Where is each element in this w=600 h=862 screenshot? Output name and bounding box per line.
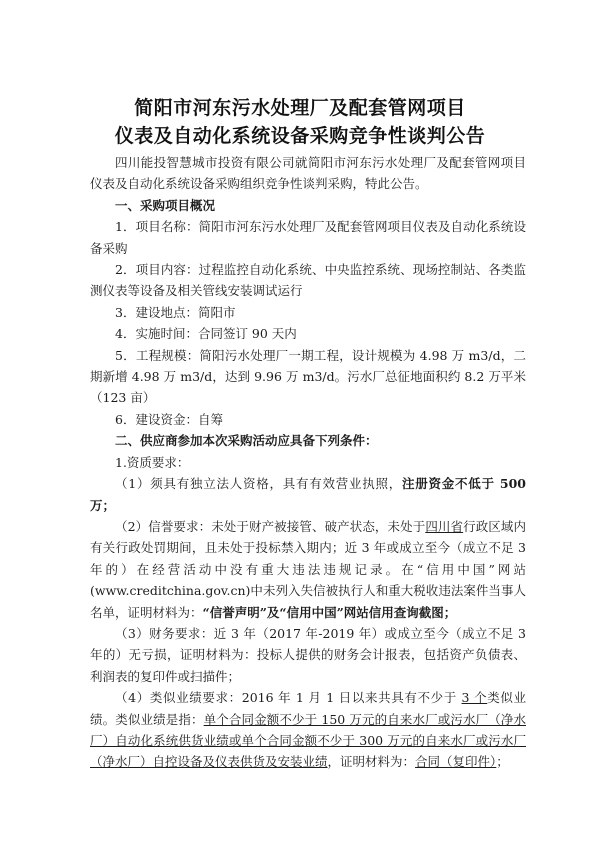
province-underlined: 四川省	[425, 518, 464, 534]
condition-legal-entity-text: （1）须具有独立法人资格，具有有效营业执照，	[115, 476, 403, 492]
document-title-line2: 仪表及自动化系统设备采购竞争性谈判公告	[114, 125, 486, 147]
document-body	[90, 152, 526, 773]
item-funding: 6．建设资金：自筹	[115, 411, 223, 427]
condition-credit-text-b: 行政区域内有关行政处罚期间，且未处于投标禁入期内；近 3 年或成立至今（成立不足 3 年的）在经营活动中没有重大违法违规记录。在“信用中国”网站(www.creditchina.gov.cn)中未列入失信被执行人和重大税收违法案件当事人名单，证明材料为：	[90, 518, 526, 620]
performance-text-c: ，证明材料为：	[327, 754, 416, 770]
condition-credit	[90, 516, 526, 623]
condition-finance: （3）财务要求：近 3 年（2017 年-2019 年）或成立至今（成立不足 3 年的）无亏损，证明材料为：投标人提供的财务会计报表，包括资产负债表、利润表的复印件或扫描件；	[90, 625, 526, 684]
document-title-line1: 简阳市河东污水处理厂及配套管网项目	[134, 97, 466, 119]
performance-definition-underlined: 单个合同金额不少于 150 万元的自来水厂或污水厂（净水厂）自动化系统供货业绩或单个合同金额不少于 300 万元的自来水厂或污水厂（净水厂）自控设备及仪表供货及安装业绩	[90, 711, 526, 770]
credit-proof-bold: “信誉声明”及“信用中国”网站信用查询截图；	[202, 604, 457, 620]
item-schedule: 4．实施时间：合同签订 90 天内	[115, 326, 297, 342]
item-scale: 5．工程规模：简阳污水处理厂一期工程，设计规模为 4.98 万 m3/d，二期新增 4.98 万 m3/d，达到 9.96 万 m3/d。污水厂总征地面积约 8.2 万平米（123 亩）	[90, 347, 526, 406]
performance-text-d: ；	[496, 754, 509, 770]
performance-count-underlined: 3 个	[461, 690, 488, 706]
item-location: 3．建设地点：简阳市	[115, 304, 236, 320]
condition-performance	[90, 687, 526, 773]
condition-legal-entity	[90, 473, 526, 516]
item-project-content: 2．项目内容：过程监控自动化系统、中央监控系统、现场控制站、各类监测仪表等设备及相关管线安装调试运行	[90, 262, 526, 299]
performance-text-a: （4）类似业绩要求：2016 年 1 月 1 日以来共具有不少于	[115, 690, 462, 706]
section-2-heading: 二、供应商参加本次采购活动应具备下列条件：	[115, 433, 378, 449]
item-project-name: 1．项目名称：简阳市河东污水处理厂及配套管网项目仪表及自动化系统设备采购	[90, 219, 526, 256]
section-1-heading: 一、采购项目概况	[115, 197, 216, 213]
condition-credit-text-a: （2）信誉要求：未处于财产被接管、破产状态，未处于	[115, 518, 426, 534]
registered-capital-text: 注册资金不低于 500 万；	[90, 476, 526, 513]
contract-copy-underlined: 合同（复印件）	[415, 754, 497, 770]
intro-paragraph: 四川能投智慧城市投资有限公司就简阳市河东污水处理厂及配套管网项目仪表及自动化系统设备采购组织竞争性谈判采购，特此公告。	[90, 155, 526, 192]
performance-text-b: 类似业绩。类似业绩是指：	[90, 690, 526, 727]
qualification-heading: 1.资质要求：	[115, 454, 190, 470]
